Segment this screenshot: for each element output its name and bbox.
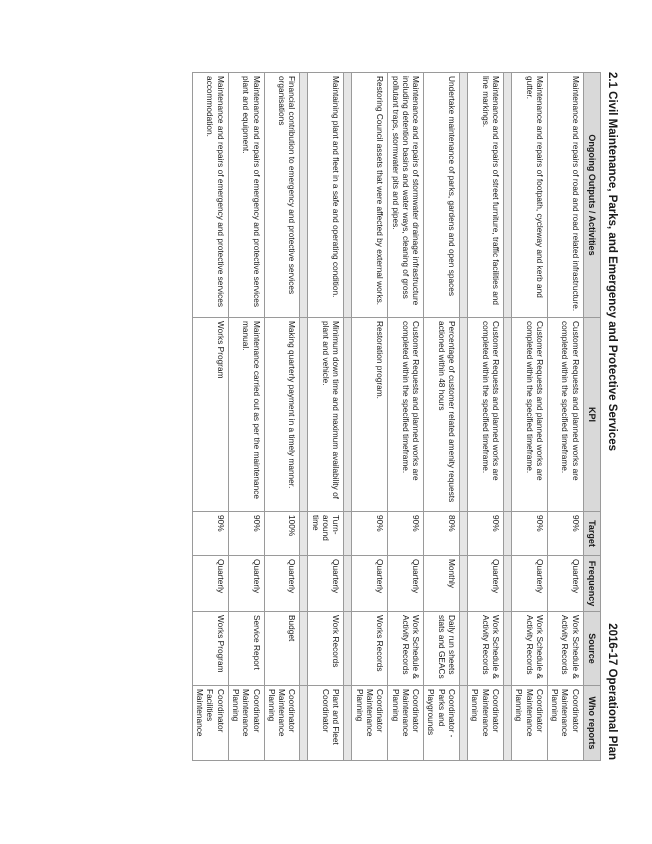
who-reports-cell: Coordinator Maintenance Planning [468, 686, 504, 761]
kpi-cell: Maintenance carried out as per the maintenance manual. [228, 318, 264, 512]
table-row [424, 73, 460, 761]
who-reports-cell: Coordinator Facilities Maintenance [192, 686, 228, 761]
source-cell: Daily run sheets stats and GEACs [424, 612, 460, 686]
kpi-cell: Customer Requests and planned works are completed within the specified timeframe. [388, 318, 424, 512]
frequency-cell: Quarterly [264, 556, 300, 612]
kpi-cell: Minimum down time and maximum availability of plant and vehicle. [308, 318, 344, 512]
row-separator [503, 73, 511, 761]
activity-cell: Maintaining plant and fleet in a safe and operating condition. [308, 73, 344, 318]
frequency-cell: Quarterly [547, 556, 583, 612]
row-separator [344, 73, 352, 761]
table-row [388, 73, 424, 761]
who-reports-cell: Coordinator Maintenance Planning [352, 686, 388, 761]
table-row [547, 73, 583, 761]
column-header-who-reports: Who reports [583, 686, 600, 761]
activity-cell: Maintenance and repairs of emergency and protective services plant and equipment. [228, 73, 264, 318]
table-row [228, 73, 264, 761]
frequency-cell: Quarterly [352, 556, 388, 612]
source-cell: Work Schedule & Activity Records [511, 612, 547, 686]
who-reports-cell: Coordinator Maintenance Planning [264, 686, 300, 761]
who-reports-cell: Coordinator Maintenance Planning [511, 686, 547, 761]
column-header-target: Target [583, 512, 600, 556]
frequency-cell: Quarterly [192, 556, 228, 612]
target-cell: 90% [388, 512, 424, 556]
kpi-cell: Works Program [192, 318, 228, 512]
table-row [468, 73, 504, 761]
activity-cell: Undertake maintenance of parks, gardens and open spaces [424, 73, 460, 318]
source-cell: Works Records [352, 612, 388, 686]
table-row [264, 73, 300, 761]
who-reports-cell: Coordinator Maintenance Planning [547, 686, 583, 761]
column-header-frequency: Frequency [583, 556, 600, 612]
activity-cell: Maintenance and repairs of stormwater drainage infrastructure including detention basins and water ways, cleaning of gross pollutant traps, stormwater pits and pipes. [388, 73, 424, 318]
kpi-cell: Restoration program. [352, 318, 388, 512]
target-cell: 90% [511, 512, 547, 556]
kpi-cell: Percentage of customer related amenity requests actioned within 48 hours [424, 318, 460, 512]
frequency-cell: Quarterly [468, 556, 504, 612]
column-header-source: Source [583, 612, 600, 686]
source-cell: Work Schedule & Activity Records [547, 612, 583, 686]
target-cell: 90% [468, 512, 504, 556]
who-reports-cell: Plant and Fleet Coordinator [308, 686, 344, 761]
frequency-cell: Quarterly [308, 556, 344, 612]
activity-cell: Maintenance and repairs of road and road related infrastructure. [547, 73, 583, 318]
target-cell: 90% [547, 512, 583, 556]
column-header-activities: Ongoing Outputs / Activities [583, 73, 600, 318]
row-separator [300, 73, 308, 761]
kpi-cell: Making quarterly payment in a timely manner. [264, 318, 300, 512]
column-header-kpi: KPI [583, 318, 600, 512]
frequency-cell: Quarterly [228, 556, 264, 612]
who-reports-cell: Coordinator - Parks and Playgrounds [424, 686, 460, 761]
target-cell: 80% [424, 512, 460, 556]
table-row [352, 73, 388, 761]
who-reports-cell: Coordinator Maintenance Planning [228, 686, 264, 761]
operational-plan-table [192, 72, 601, 761]
target-cell: 90% [228, 512, 264, 556]
row-separator [460, 73, 468, 761]
target-cell: 90% [192, 512, 228, 556]
kpi-cell: Customer Requests and planned works are completed within the specified timeframe. [468, 318, 504, 512]
target-cell: 100% [264, 512, 300, 556]
activity-cell: Maintenance and repairs of street furniture, traffic facilities and line markings. [468, 73, 504, 318]
table-row [511, 73, 547, 761]
target-cell: Turn-around time [308, 512, 344, 556]
plan-title: 2016-17 Operational Plan [606, 623, 618, 760]
frequency-cell: Monthly [424, 556, 460, 612]
source-cell: Works Program [192, 612, 228, 686]
table-row [192, 73, 228, 761]
activity-cell: Financial contribution to emergency and protective services organisations [264, 73, 300, 318]
source-cell: Work Schedule & Activity Records [468, 612, 504, 686]
source-cell: Budget [264, 612, 300, 686]
activity-cell: Maintenance and repairs of footpath, cycleway and kerb and gutter. [511, 73, 547, 318]
frequency-cell: Quarterly [511, 556, 547, 612]
table-header-row [583, 73, 600, 761]
source-cell: Service Report [228, 612, 264, 686]
source-cell: Work Records [308, 612, 344, 686]
frequency-cell: Quarterly [388, 556, 424, 612]
source-cell: Work Schedule & Activity Records [388, 612, 424, 686]
table-row [308, 73, 344, 761]
kpi-cell: Customer Requests and planned works are completed within the specified timeframe. [511, 318, 547, 512]
kpi-cell: Customer Requests and planned works are completed within the specified timeframe. [547, 318, 583, 512]
target-cell: 90% [352, 512, 388, 556]
who-reports-cell: Coordinator Maintenance Planning [388, 686, 424, 761]
section-title: 2.1 Civil Maintenance, Parks, and Emergency and Protective Services [606, 72, 618, 452]
activity-cell: Restoring Council assets that were affected by external works. [352, 73, 388, 318]
activity-cell: Maintenance and repairs of emergency and protective services accommodation. [192, 73, 228, 318]
